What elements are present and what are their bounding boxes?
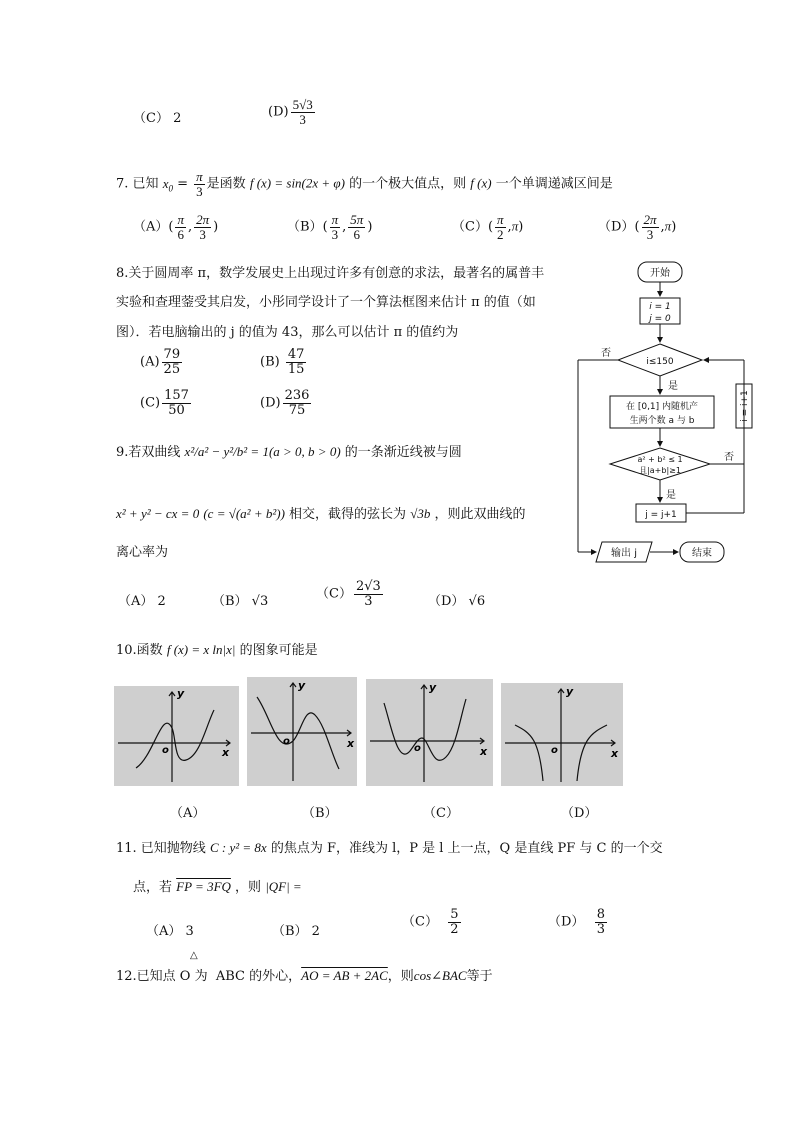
q11-abs: |QF| = [265,879,302,894]
q9-option-b: （B） √3 [212,594,269,609]
q9-stem-line2 [116,503,526,522]
q7-option-c: （C）( $\frac{\pi}{2}$ ,π) [452,212,524,242]
fc-cond-text: i≤150 [646,357,674,367]
q12-abc: ABC 的外心， [215,969,302,984]
q9-line3: 离心率为 [116,545,169,560]
q9-tail: ，则此双曲线的 [434,507,526,522]
fc-yes-text: 是 [668,381,678,392]
q6-option-c: （C） 2 [133,111,182,126]
q9-stem-line1 [116,441,462,460]
q7-prefix: 7. 已知 [116,176,159,192]
q6-d-den: 3 [299,111,306,127]
q7-func: f (x) = sin(2x + φ) [249,175,345,191]
q11-option-b: （B） 2 [272,924,320,939]
q10-stem [116,639,318,658]
q8-option-b: (B) $\frac{47}{15}$ [260,347,305,377]
q10-c-y: y [429,681,437,694]
q10-caption-c: （C） [423,806,459,821]
q10-a-o: o [162,745,169,756]
q10-c-o: o [414,743,421,754]
q6-option-d-label: (D) [268,104,289,120]
q10-graph-d [501,683,623,786]
q7-tail: 的一个极大值点，则 [349,176,467,192]
q12-cos: cos∠BAC [413,968,467,983]
q7-option-a: （A）( $\frac{\pi}{6}$ , $\frac{2\pi}{3}$ ) [133,212,219,242]
q10-caption-d: （D） [561,806,598,821]
q8-line3: 图）．若电脑输出的 j 的值为 43，那么可以估计 π 的值约为 [116,325,459,340]
fc-cond2b-text: 且|a+b|≥1 [639,466,681,475]
q9-mid2: 相交，截得的弦长为 [289,507,407,522]
q11-line2a: 点，若 [133,880,173,895]
q8-option-d: (D) $\frac{236}{75}$ [260,388,310,418]
q7-x0: $x_0$ [162,175,173,194]
q7-option-d: （D）( $\frac{2\pi}{3}$ ,π) [598,212,677,242]
q10-b-y: y [298,679,306,692]
q7-func2: f (x) [470,175,492,191]
q10-graph-b [247,677,357,786]
q9-hyperbola: x²/a² − y²/b² = 1(a > 0, b > 0) [184,444,341,459]
q10-d-x: x [611,747,619,760]
q11-parabola: C : y² = 8x [209,840,267,855]
fc-inci-text: i = i+1 [740,390,750,422]
q12-triangle: △ [190,950,198,961]
fc-no-text: 否 [601,348,611,359]
q12-stem [116,965,493,984]
fc-yes2-text: 是 [666,490,676,501]
fc-output-text: 输出 j [611,548,637,559]
q8-line2: 实验和查理蓥受其启发，小彤同学设计了一个算法框图来估计 π 的值（如 [116,295,536,310]
q10-caption-a: （A） [170,806,206,821]
q6-option-d [268,98,317,126]
fc-incj-text: j = j+1 [645,510,677,520]
q7-mid: 是函数 [206,176,246,192]
q9-option-c: （C） $\frac{2√3}{3}$ [316,579,381,609]
q9-mid: 的一条渐近线被与圆 [344,445,462,460]
q7-tail2: 一个单调递减区间是 [495,176,613,192]
q11-option-c: （C） $\frac{5}{2}$ [402,907,459,937]
q8-line1: 8.关于圆周率 π，数学发展史上出现过许多有创意的求法，最著名的属普丰 [116,266,545,281]
q10-func: f (x) = x ln|x| [166,642,236,657]
fc-rand2-text: 生两个数 a 与 b [629,416,695,426]
q11-vec: FP = 3FQ [176,879,231,894]
q7-pi-den: 3 [196,183,203,199]
q10-a-y: y [177,687,185,700]
q9-option-a: （A） 2 [118,594,166,609]
q11-line2b: ，则 [235,880,262,895]
q8-option-a: (A) $\frac{79}{25}$ [140,347,181,377]
q7-stem [116,170,613,198]
fc-init2-text: j = 0 [649,314,671,324]
q10-tail: 的图象可能是 [239,643,318,658]
q12-vec: AO = AB + 2AC [301,968,388,983]
q11-option-d: （D） $\frac{8}{3}$ [548,907,605,937]
fc-rand1-text: 在 [0,1] 内随机产 [625,402,699,412]
q10-c-x: x [480,745,488,758]
q10-prefix: 10.函数 [116,643,163,658]
fc-no2-text: 否 [724,452,734,463]
q12-tail: 等于 [466,969,493,984]
fc-init1-text: i = 1 [649,302,671,312]
fc-cond2a-text: a² + b² ≤ 1 [637,455,683,464]
q10-d-y: y [566,685,574,698]
q9-chord: √3b [410,506,431,521]
q10-a-x: x [222,746,230,759]
q10-graph-c [366,679,493,786]
q7-eq: = [177,176,189,192]
q10-b-x: x [347,737,355,750]
q11-prefix: 11. 已知抛物线 [116,841,206,856]
q9-option-d: （D） √6 [428,594,486,609]
q7-pi-num: π [196,169,203,184]
q9-prefix: 9.若双曲线 [116,445,181,460]
q12-mid: ，则 [387,969,414,984]
q6-d-num: 5√3 [292,97,313,112]
q9-cdef: (c = √(a² + b²)) [203,506,285,521]
q8-option-c: (C) $\frac{157}{50}$ [140,388,189,418]
flowchart [574,258,750,573]
q11-stem-line1 [116,837,663,856]
q11-stem-line2 [133,876,302,895]
q12-prefix: 12.已知点 O 为 [116,969,208,984]
q10-d-o: o [551,745,558,756]
q11-option-a: （A） 3 [146,924,194,939]
q9-circle: x² + y² − cx = 0 [116,506,200,521]
q10-b-o: o [283,736,290,747]
q10-caption-b: （B） [302,806,338,821]
q11-mid: 的焦点为 F，准线为 l，P 是 l 上一点，Q 是直线 PF 与 C 的一个交 [270,841,663,856]
fc-end-text: 结束 [692,548,712,559]
fc-start-text: 开始 [650,268,670,279]
q10-graph-a [114,686,239,786]
fc-cond2-diamond [610,448,710,480]
q7-option-b: （B）( $\frac{\pi}{3}$ , $\frac{5\pi}{6}$ ) [287,212,373,242]
